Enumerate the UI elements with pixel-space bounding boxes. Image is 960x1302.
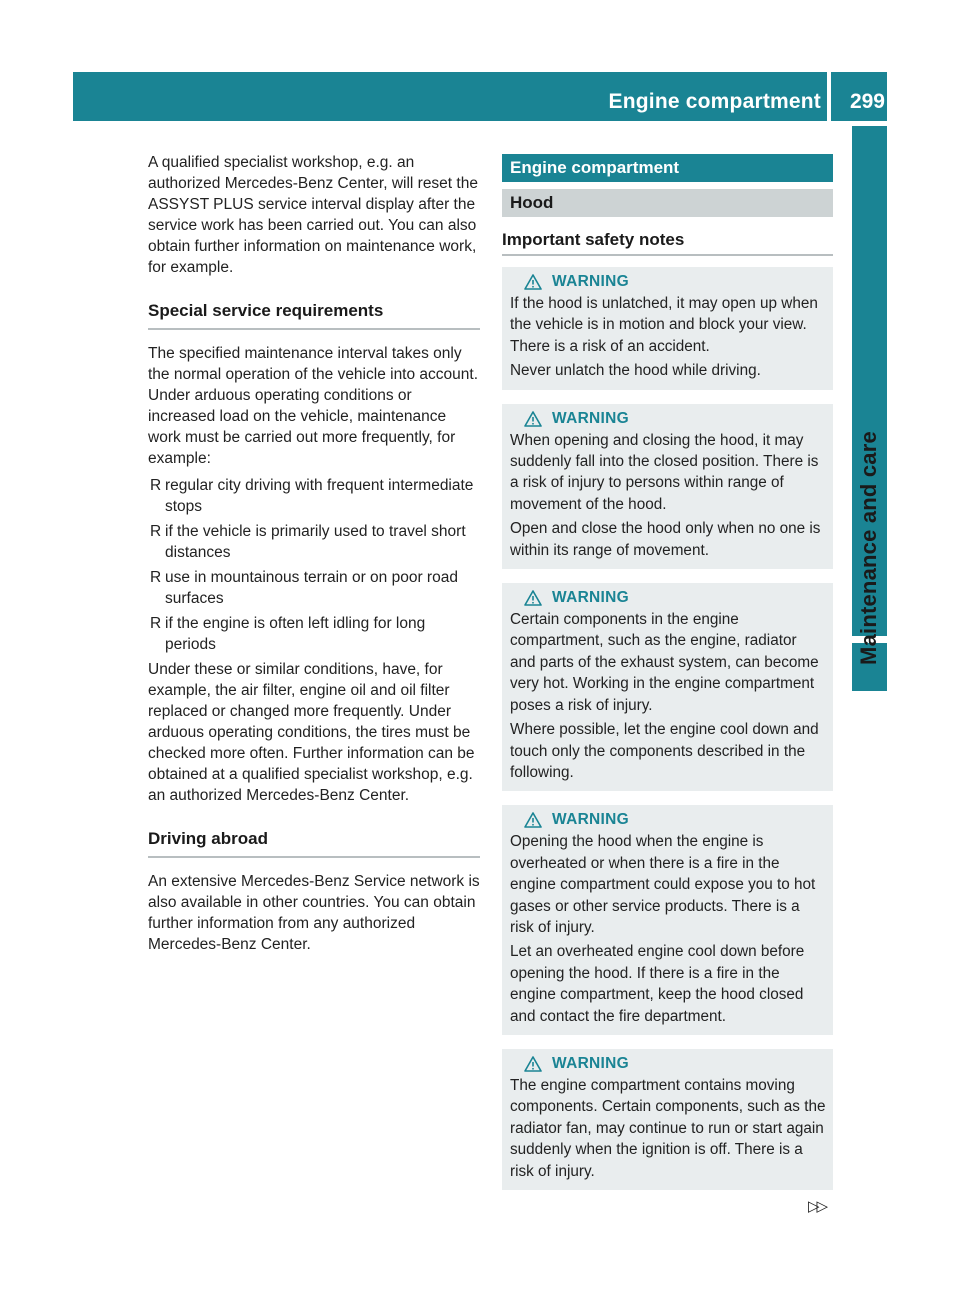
warning-text: If the hood is unlatched, it may open up when the vehicle is in motion and block your view. There is a risk of an accident. — [510, 295, 818, 355]
special-requirements-after: Under these or similar conditions, have, for example, the air filter, engine oil and oil filter replaced or changed more frequently. Under arduous operating conditions, the tires must be checked more often. Further information can be obtained at a qualified specialist workshop, e.g. an authorized Mercedes-Benz Center. — [148, 661, 475, 804]
warning-text: When opening and closing the hood, it may suddenly fall into the closed position. There is a risk of injury to persons within range of movement of the hood. — [510, 431, 819, 513]
intro-paragraph: A qualified specialist workshop, e.g. an authorized Mercedes-Benz Center, will reset the ASSYST PLUS service interval display after the service work has been carried out. You can also obtain further information on maintenance work, for example. — [148, 154, 478, 276]
warning-label: WARNING — [552, 589, 630, 607]
warning-box — [502, 805, 833, 1035]
warning-text: Where possible, let the engine cool down and touch only the components described in the following. — [510, 721, 819, 781]
list-item-text: regular city driving with frequent intermediate stops — [165, 477, 474, 515]
warning-triangle-icon — [524, 1056, 542, 1072]
warning-box — [502, 1049, 833, 1190]
list-item — [148, 613, 480, 655]
warning-label: WARNING — [552, 1054, 630, 1072]
warning-text: Let an overheated engine cool down before opening the hood. If there is a fire in the engine compartment, keep the hood closed and contact the fire department. — [510, 943, 805, 1025]
warning-text: The engine compartment contains moving components. Certain components, such as the radiator fan, may continue to run or start again suddenly when the ignition is off. There is a risk of injury. — [510, 1076, 826, 1180]
bullet-marker: R — [150, 477, 162, 494]
list-item — [148, 475, 480, 517]
warning-box — [502, 267, 833, 390]
warning-triangle-icon — [524, 590, 542, 606]
warning-text: Never unlatch the hood while driving. — [510, 362, 761, 380]
warning-text: Opening the hood when the engine is overheated or when there is a fire in the engine compartment could expose you to hot gases or other service products. There is a risk of injury. — [510, 833, 816, 936]
bullet-marker: R — [150, 523, 162, 540]
safety-notes-heading: Important safety notes — [502, 217, 833, 256]
header-divider — [827, 72, 831, 121]
continuation-mark: ▷▷ — [808, 1198, 826, 1215]
special-requirements-list — [148, 475, 480, 655]
list-item-text: use in mountainous terrain or on poor road surfaces — [165, 569, 458, 607]
right-column — [502, 154, 833, 1190]
list-item — [148, 567, 480, 609]
page-number: 299 — [849, 90, 885, 113]
warning-header — [510, 408, 826, 430]
list-item-text: if the engine is often left idling for long periods — [165, 615, 426, 653]
warning-triangle-icon — [524, 411, 542, 427]
warning-header — [510, 587, 826, 609]
left-column — [148, 152, 480, 955]
list-item — [148, 521, 480, 563]
bullet-marker: R — [150, 615, 162, 632]
warning-box — [502, 583, 833, 791]
driving-abroad-text: An extensive Mercedes-Benz Service network is also available in other countries. You can obtain further information from any authorized Mercedes-Benz Center. — [148, 873, 480, 953]
warning-header — [510, 809, 826, 831]
list-item-text: if the vehicle is primarily used to travel short distances — [165, 523, 466, 561]
header-bar — [73, 72, 887, 121]
warning-label: WARNING — [552, 409, 630, 427]
warning-text: Open and close the hood only when no one is within its range of movement. — [510, 520, 821, 559]
warning-header — [510, 1053, 826, 1075]
warning-text: Certain components in the engine compartment, such as the engine, radiator and parts of the exhaust system, can become very hot. Working in the engine compartment poses a risk of injury. — [510, 611, 819, 714]
driving-abroad-heading: Driving abroad — [148, 828, 480, 858]
header-title: Engine compartment — [608, 90, 821, 113]
warning-triangle-icon — [524, 274, 542, 290]
warning-label: WARNING — [552, 273, 630, 290]
section-title: Engine compartment — [502, 154, 833, 182]
warning-header — [510, 271, 826, 293]
warning-box — [502, 404, 833, 569]
bullet-marker: R — [150, 569, 162, 586]
special-requirements-heading: Special service requirements — [148, 300, 480, 330]
special-requirements-text: The specified maintenance interval takes only the normal operation of the vehicle into account. Under arduous operating conditions or increased load on the vehicle, maintenance work must be carried out more frequently, for example: — [148, 345, 479, 467]
warning-triangle-icon — [524, 812, 542, 828]
subsection-title: Hood — [502, 189, 833, 217]
warning-label: WARNING — [552, 811, 630, 829]
side-tab-label: Maintenance and care — [856, 431, 881, 665]
